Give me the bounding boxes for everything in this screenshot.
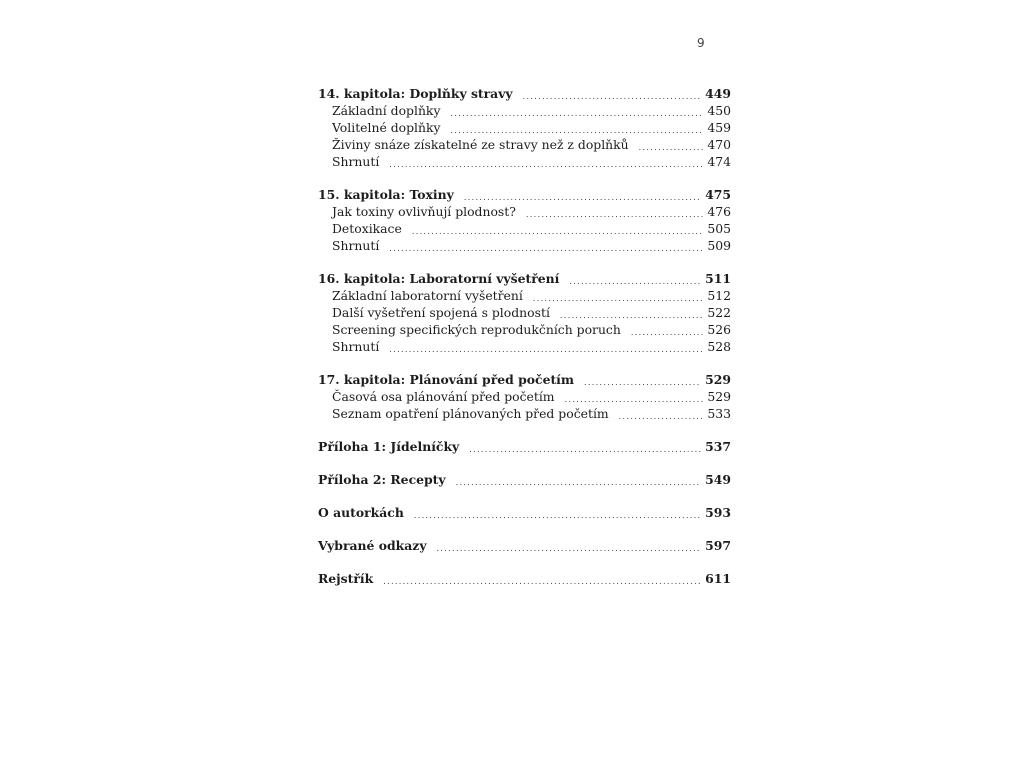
dot-leader [389, 339, 703, 356]
toc-subentry[interactable] [318, 321, 731, 338]
toc-subentry-title: Screening specifických reprodukčních poruch [332, 322, 621, 337]
toc-page-number: 475 [705, 187, 731, 202]
toc-page-number: 450 [707, 103, 731, 118]
dot-leader [412, 221, 704, 238]
toc-subentry[interactable] [318, 203, 731, 220]
toc-page-number: 549 [705, 472, 731, 487]
toc-page-number: 512 [707, 288, 731, 303]
dot-leader [565, 389, 704, 406]
toc-subentry[interactable] [318, 119, 731, 136]
toc-subentry-title: Volitelné doplňky [332, 120, 441, 135]
toc-page-number: 529 [707, 389, 731, 404]
toc-page-number: 611 [705, 571, 731, 586]
toc-section-appendix-2 [318, 471, 731, 488]
dot-leader [631, 322, 703, 339]
toc-subentry[interactable] [318, 237, 731, 254]
dot-leader [584, 372, 701, 389]
toc-page-number: 474 [707, 154, 731, 169]
toc-chapter-entry[interactable] [318, 570, 731, 587]
dot-leader [389, 154, 703, 171]
toc-section-chapter-16 [318, 270, 731, 355]
toc-page-number: 511 [705, 271, 731, 286]
toc-section-authors [318, 504, 731, 521]
toc-subentry-title: Základní laboratorní vyšetření [332, 288, 523, 303]
toc-page-number: 470 [707, 137, 731, 152]
dot-leader [469, 439, 701, 456]
toc-chapter-title: Vybrané odkazy [318, 538, 427, 553]
toc-chapter-entry[interactable] [318, 504, 731, 521]
toc-chapter-title: O autorkách [318, 505, 404, 520]
toc-page-number: 529 [705, 372, 731, 387]
toc-page-number: 537 [705, 439, 731, 454]
page-number: 9 [697, 36, 705, 50]
dot-leader [437, 538, 702, 555]
toc-chapter-entry[interactable] [318, 471, 731, 488]
toc-chapter-title: Rejstřík [318, 571, 374, 586]
toc-page-number: 476 [707, 204, 731, 219]
toc-page-number: 526 [707, 322, 731, 337]
toc-subentry[interactable] [318, 153, 731, 170]
toc-chapter-title: 14. kapitola: Doplňky stravy [318, 86, 513, 101]
toc-section-chapter-15 [318, 186, 731, 254]
dot-leader [464, 187, 701, 204]
toc-subentry-title: Časová osa plánování před početím [332, 389, 555, 404]
toc-subentry-title: Základní doplňky [332, 103, 441, 118]
dot-leader [414, 505, 701, 522]
dot-leader [560, 305, 703, 322]
toc-page-number: 593 [705, 505, 731, 520]
toc-section-index [318, 570, 731, 587]
toc-subentry[interactable] [318, 102, 731, 119]
toc-subentry[interactable] [318, 405, 731, 422]
toc-chapter-entry[interactable] [318, 438, 731, 455]
toc-section-chapter-14 [318, 85, 731, 170]
dot-leader [526, 204, 703, 221]
toc-subentry[interactable] [318, 220, 731, 237]
toc-page-number: 505 [707, 221, 731, 236]
toc-subentry-title: Detoxikace [332, 221, 402, 236]
toc-subentry-title: Živiny snáze získatelné ze stravy než z doplňků [332, 137, 629, 152]
toc-page-number: 449 [705, 86, 731, 101]
toc-chapter-entry[interactable] [318, 85, 731, 102]
dot-leader [569, 271, 701, 288]
toc-subentry[interactable] [318, 136, 731, 153]
toc-subentry[interactable] [318, 304, 731, 321]
toc-section-appendix-1 [318, 438, 731, 455]
dot-leader [523, 86, 702, 103]
dot-leader [639, 137, 704, 154]
toc-subentry-title: Jak toxiny ovlivňují plodnost? [332, 204, 516, 219]
toc-page-number: 459 [707, 120, 731, 135]
dot-leader [450, 103, 703, 120]
toc-chapter-title: Příloha 1: Jídelníčky [318, 439, 460, 454]
toc-chapter-title: Příloha 2: Recepty [318, 472, 446, 487]
table-of-contents [318, 85, 731, 603]
toc-chapter-entry[interactable] [318, 270, 731, 287]
dot-leader [619, 406, 704, 423]
toc-subentry-title: Další vyšetření spojená s plodností [332, 305, 550, 320]
toc-page-number: 533 [707, 406, 731, 421]
toc-chapter-title: 17. kapitola: Plánování před početím [318, 372, 574, 387]
toc-page-number: 528 [707, 339, 731, 354]
toc-chapter-title: 15. kapitola: Toxiny [318, 187, 454, 202]
toc-chapter-entry[interactable] [318, 537, 731, 554]
toc-chapter-title: 16. kapitola: Laboratorní vyšetření [318, 271, 560, 286]
toc-chapter-entry[interactable] [318, 371, 731, 388]
toc-page-number: 509 [707, 238, 731, 253]
toc-subentry[interactable] [318, 388, 731, 405]
toc-chapter-entry[interactable] [318, 186, 731, 203]
toc-subentry-title: Shrnutí [332, 154, 380, 169]
dot-leader [456, 472, 702, 489]
toc-section-references [318, 537, 731, 554]
toc-subentry[interactable] [318, 287, 731, 304]
toc-page-number: 597 [705, 538, 731, 553]
dot-leader [533, 288, 704, 305]
toc-subentry[interactable] [318, 338, 731, 355]
dot-leader [383, 571, 701, 588]
toc-page-number: 522 [707, 305, 731, 320]
toc-section-chapter-17 [318, 371, 731, 422]
toc-subentry-title: Shrnutí [332, 238, 380, 253]
toc-subentry-title: Shrnutí [332, 339, 380, 354]
dot-leader [389, 238, 703, 255]
dot-leader [451, 120, 704, 137]
toc-subentry-title: Seznam opatření plánovaných před početím [332, 406, 609, 421]
